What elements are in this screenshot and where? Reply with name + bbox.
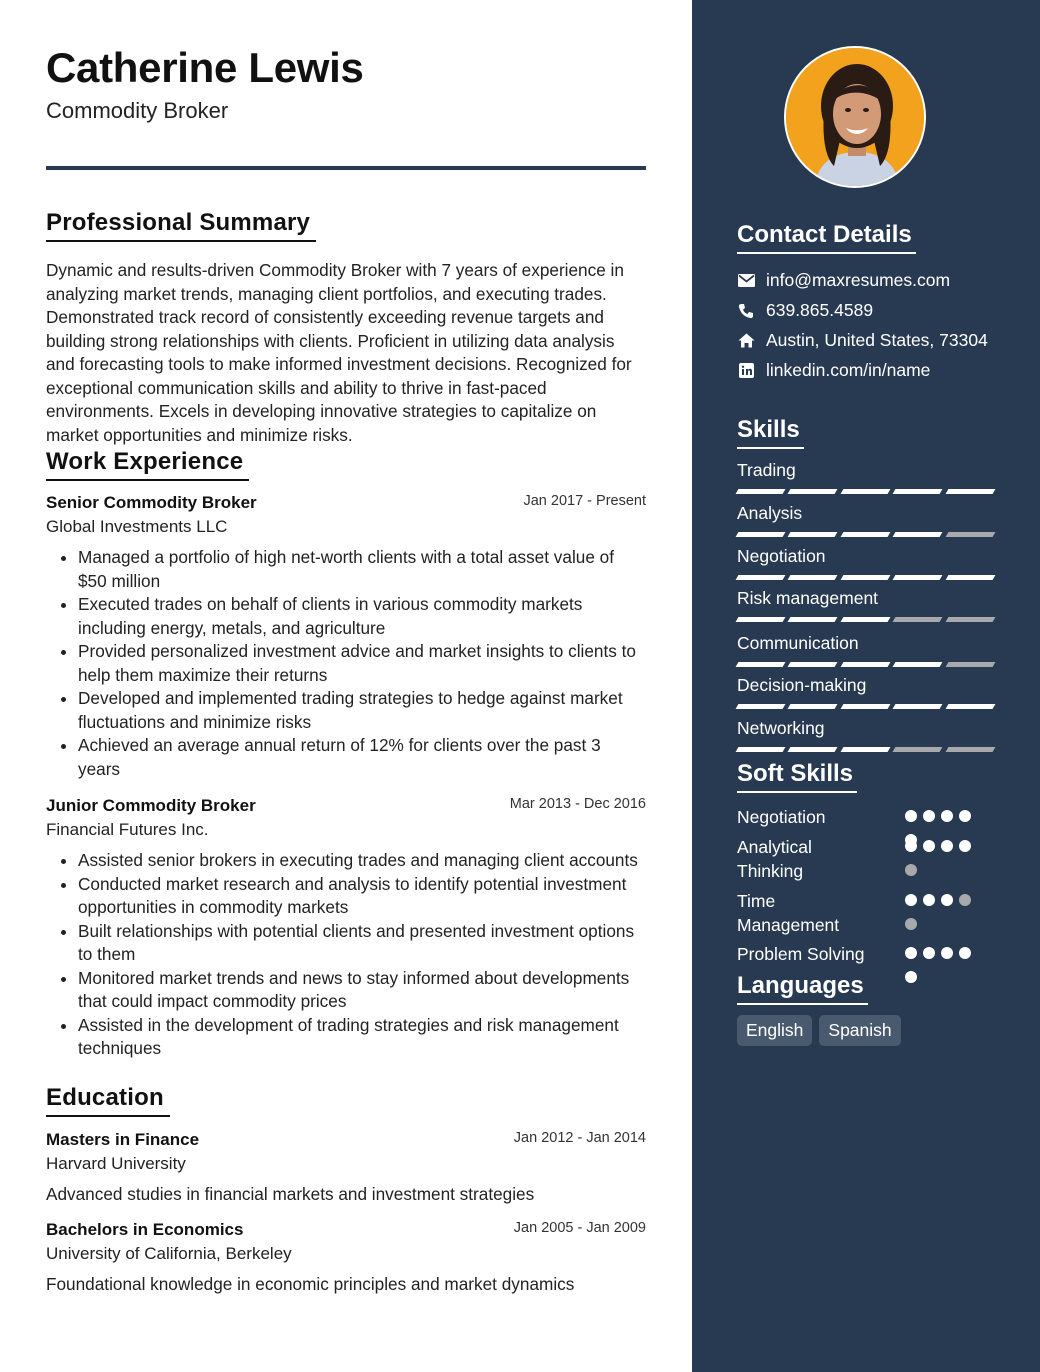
skill-label: Analysis (737, 503, 803, 523)
job-entry (46, 493, 646, 781)
job-company: Financial Futures Inc. (46, 820, 209, 839)
skill-level-segment (945, 489, 995, 494)
education-entry (46, 1130, 646, 1205)
job-bullet: • Provided personalized investment advice and market insights to clients to help them maximize their returns (78, 640, 646, 687)
soft-skill-dot (905, 918, 917, 930)
skill-level-segment (736, 575, 786, 580)
education-entry (46, 1220, 646, 1295)
degree-description: Advanced studies in financial markets and investment strategies (46, 1184, 535, 1204)
skill-level-bar (737, 662, 994, 667)
skill-level-segment (788, 489, 838, 494)
skill-level-segment (840, 575, 890, 580)
degree-dates: Jan 2012 - Jan 2014 (513, 1130, 646, 1146)
contact-email[interactable] (737, 270, 950, 291)
skill-level-segment (945, 575, 995, 580)
soft-skill-item (737, 942, 987, 966)
profile-photo (784, 46, 926, 188)
school-name: Harvard University (46, 1154, 186, 1173)
skill-level-bar (737, 575, 994, 580)
header-divider (46, 166, 646, 170)
job-title: Junior Commodity Broker (46, 796, 256, 815)
skill-level-bar (737, 704, 994, 709)
soft-skill-dot (905, 864, 917, 876)
job-bullet: • Assisted senior brokers in executing trades and managing client accounts (78, 849, 646, 873)
skill-level-segment (840, 662, 890, 667)
skill-label: Negotiation (737, 546, 826, 566)
skill-level-segment (893, 617, 943, 622)
candidate-role: Commodity Broker (46, 98, 229, 123)
skill-level-bar (737, 532, 994, 537)
job-bullet: • Monitored market trends and news to stay informed about developments that could impact commodity prices (78, 967, 646, 1014)
job-bullets (46, 849, 646, 1061)
sidebar (692, 0, 1040, 1372)
skill-level-segment (736, 489, 786, 494)
candidate-name: Catherine Lewis (46, 44, 364, 91)
soft-skill-label: Negotiation (737, 807, 826, 827)
skill-item (737, 633, 993, 654)
languages-list (737, 1015, 901, 1046)
skill-level-segment (736, 617, 786, 622)
language-tag: English (737, 1015, 812, 1046)
skill-level-segment (788, 575, 838, 580)
soft-skill-dot (923, 894, 935, 906)
skill-item (737, 588, 993, 609)
soft-skill-dot (941, 840, 953, 852)
skill-level-segment (736, 662, 786, 667)
soft-skill-dot (941, 810, 953, 822)
skill-label: Risk management (737, 588, 879, 608)
skill-level-segment (893, 704, 943, 709)
skill-level-segment (840, 704, 890, 709)
skill-level-segment (840, 532, 890, 537)
education-heading: Education (46, 1084, 170, 1117)
skill-level-segment (893, 662, 943, 667)
degree-title: Masters in Finance (46, 1130, 200, 1149)
skill-level-segment (788, 704, 838, 709)
job-dates: Mar 2013 - Dec 2016 (509, 796, 646, 812)
contact-address-text: Austin, United States, 73304 (766, 330, 988, 350)
soft-skill-item (737, 889, 987, 937)
school-name: University of California, Berkeley (46, 1244, 292, 1263)
skill-level-segment (945, 662, 995, 667)
degree-title: Bachelors in Economics (46, 1220, 244, 1239)
skill-level-segment (736, 532, 786, 537)
skill-level-segment (788, 662, 838, 667)
degree-description: Foundational knowledge in economic principles and market dynamics (46, 1274, 575, 1294)
skill-level-segment (840, 489, 890, 494)
contact-address (737, 330, 988, 351)
job-bullets (46, 546, 646, 781)
job-company: Global Investments LLC (46, 517, 228, 536)
skill-level-segment (893, 489, 943, 494)
soft-skill-dot (905, 894, 917, 906)
job-bullet: • Managed a portfolio of high net-worth clients with a total asset value of $50 million (78, 546, 646, 593)
soft-skills-heading: Soft Skills (737, 760, 857, 793)
skill-item (737, 546, 993, 567)
skill-label: Networking (737, 718, 825, 738)
skill-item (737, 718, 993, 739)
contact-phone[interactable] (737, 300, 873, 321)
skill-level-segment (945, 704, 995, 709)
soft-skill-dot (923, 810, 935, 822)
job-entry (46, 796, 646, 1061)
soft-skill-dot (905, 947, 917, 959)
summary-text: Dynamic and results-driven Commodity Broker with 7 years of experience in analyzing market trends, managing client portfolios, and executing trades. Demonstrated track record of consistently exceeding revenue targets and building strong relationships with clients. Proficient in utilizing data analysis and forecasting tools to make informed investment decisions. Recognized for exceptional communication skills and ability to thrive in fast-paced environments. Excels in developing innovative strategies to capitalize on market opportunities and minimize risks. (46, 260, 632, 445)
skill-level-bar (737, 489, 994, 494)
soft-skill-dot (905, 810, 917, 822)
soft-skill-dot (923, 840, 935, 852)
skill-item (737, 675, 993, 696)
job-bullet: • Executed trades on behalf of clients in various commodity markets including energy, metals, and agriculture (78, 593, 646, 640)
skill-level-segment (945, 747, 995, 752)
contact-linkedin[interactable] (737, 360, 930, 381)
soft-skill-dot (959, 810, 971, 822)
linkedin-icon (737, 362, 755, 380)
skill-label: Decision-making (737, 675, 867, 695)
envelope-icon (737, 272, 755, 290)
job-bullet: • Built relationships with potential clients and presented investment options to them (78, 920, 646, 967)
skill-level-segment (736, 704, 786, 709)
experience-heading: Work Experience (46, 448, 249, 481)
skill-level-segment (893, 747, 943, 752)
languages-heading: Languages (737, 972, 868, 1005)
job-bullet: • Conducted market research and analysis to identify potential investment opportunities in commodity markets (78, 873, 646, 920)
avatar-illustration (786, 48, 926, 188)
skill-item (737, 503, 993, 524)
soft-skill-dot (941, 894, 953, 906)
skills-heading: Skills (737, 416, 804, 449)
soft-skill-item (737, 835, 987, 883)
job-bullet: • Developed and implemented trading strategies to hedge against market fluctuations and minimize risks (78, 687, 646, 734)
soft-skill-dot (959, 840, 971, 852)
job-title: Senior Commodity Broker (46, 493, 257, 512)
degree-dates: Jan 2005 - Jan 2009 (513, 1220, 646, 1236)
job-bullet: • Assisted in the development of trading strategies and risk management techniques (78, 1014, 646, 1061)
soft-skill-label: Problem Solving (737, 944, 865, 964)
soft-skill-dot (923, 947, 935, 959)
skill-level-segment (840, 617, 890, 622)
skill-level-segment (945, 617, 995, 622)
soft-skill-dot (959, 894, 971, 906)
language-tag: Spanish (819, 1015, 900, 1046)
skill-item (737, 460, 993, 481)
home-icon (737, 332, 755, 350)
contact-email-text: info@maxresumes.com (766, 270, 951, 290)
soft-skill-dot (959, 947, 971, 959)
skill-level-segment (788, 532, 838, 537)
contact-phone-text: 639.865.4589 (766, 300, 874, 320)
skill-level-segment (840, 747, 890, 752)
soft-skill-label: Analytical Thinking (737, 837, 812, 881)
skill-level-bar (737, 747, 994, 752)
soft-skill-label: Time Management (737, 891, 840, 935)
skill-level-segment (788, 617, 838, 622)
contact-heading: Contact Details (737, 221, 916, 254)
soft-skill-item (737, 805, 987, 829)
skill-level-bar (737, 617, 994, 622)
contact-linkedin-text: linkedin.com/in/name (766, 360, 931, 380)
skill-label: Communication (737, 633, 859, 653)
soft-skill-dot (941, 947, 953, 959)
skill-level-segment (788, 747, 838, 752)
skill-level-segment (736, 747, 786, 752)
skill-level-segment (893, 575, 943, 580)
soft-skill-dot (905, 971, 917, 983)
skill-level-segment (893, 532, 943, 537)
summary-heading: Professional Summary (46, 209, 316, 242)
skill-level-segment (945, 532, 995, 537)
job-bullet: • Achieved an average annual return of 12% for clients over the past 3 years (78, 734, 646, 781)
job-dates: Jan 2017 - Present (523, 493, 646, 509)
skill-label: Trading (737, 460, 796, 480)
phone-icon (737, 302, 755, 320)
soft-skill-dot (905, 840, 917, 852)
